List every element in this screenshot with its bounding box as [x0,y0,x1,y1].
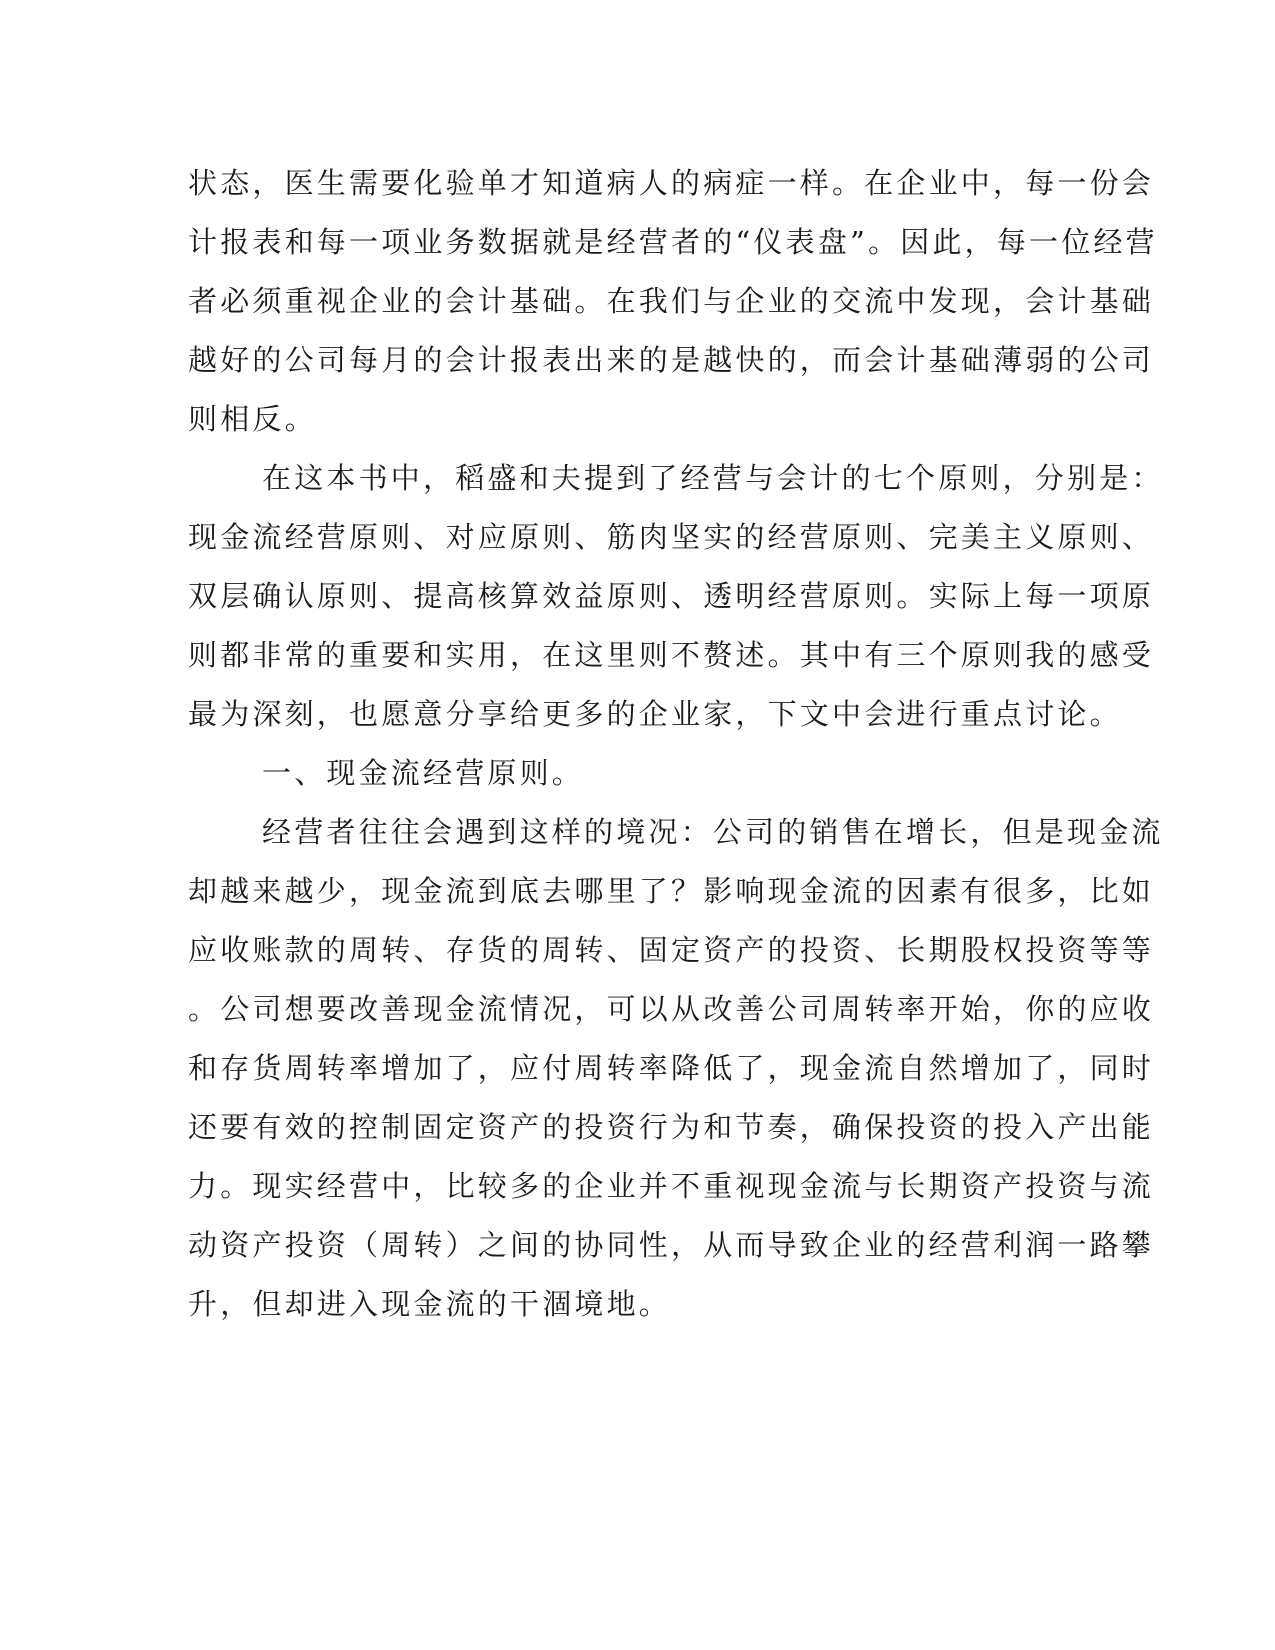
text-line: 则相反。 [188,402,317,436]
text-line: 现金流经营原则、对应原则、筋肉坚实的经营原则、完美主义原则、 [188,520,1155,554]
text-line: 升，但却进入现金流的干涸境地。 [188,1287,672,1321]
text-line: 状态，医生需要化验单才知道病人的病症一样。在企业中，每一份会 [188,166,1155,200]
text-line: 双层确认原则、提高核算效益原则、透明经营原则。实际上每一项原 [188,579,1155,613]
text-line: 计报表和每一项业务数据就是经营者的“仪表盘”。因此，每一位经营 [188,225,1158,259]
text-line: 却越来越少，现金流到底去哪里了？影响现金流的因素有很多，比如 [188,874,1155,908]
text-line: 和存货周转率增加了，应付周转率降低了，现金流自然增加了，同时 [188,1051,1155,1085]
text-line: 越好的公司每月的会计报表出来的是越快的，而会计基础薄弱的公司 [188,343,1155,377]
paragraph-first-line: 经营者往往会遇到这样的境况：公司的销售在增长，但是现金流 [262,815,1164,849]
text-line: 则都非常的重要和实用，在这里则不赘述。其中有三个原则我的感受 [188,638,1155,672]
text-line: 动资产投资（周转）之间的协同性，从而导致企业的经营利润一路攀 [188,1228,1155,1262]
text-line: 应收账款的周转、存货的周转、固定资产的投资、长期股权投资等等 [188,933,1155,967]
text-line: 者必须重视企业的会计基础。在我们与企业的交流中发现，会计基础 [188,284,1155,318]
paragraph-first-line: 在这本书中，稻盛和夫提到了经营与会计的七个原则，分别是： [262,461,1164,495]
text-line: 还要有效的控制固定资产的投资行为和节奏，确保投资的投入产出能 [188,1110,1155,1144]
section-heading: 一、现金流经营原则。 [262,756,585,790]
text-line: 。公司想要改善现金流情况，可以从改善公司周转率开始，你的应收 [188,992,1155,1026]
text-line: 力。现实经营中，比较多的企业并不重视现金流与长期资产投资与流 [188,1169,1155,1203]
text-line: 最为深刻，也愿意分享给更多的企业家，下文中会进行重点讨论。 [188,697,1122,731]
